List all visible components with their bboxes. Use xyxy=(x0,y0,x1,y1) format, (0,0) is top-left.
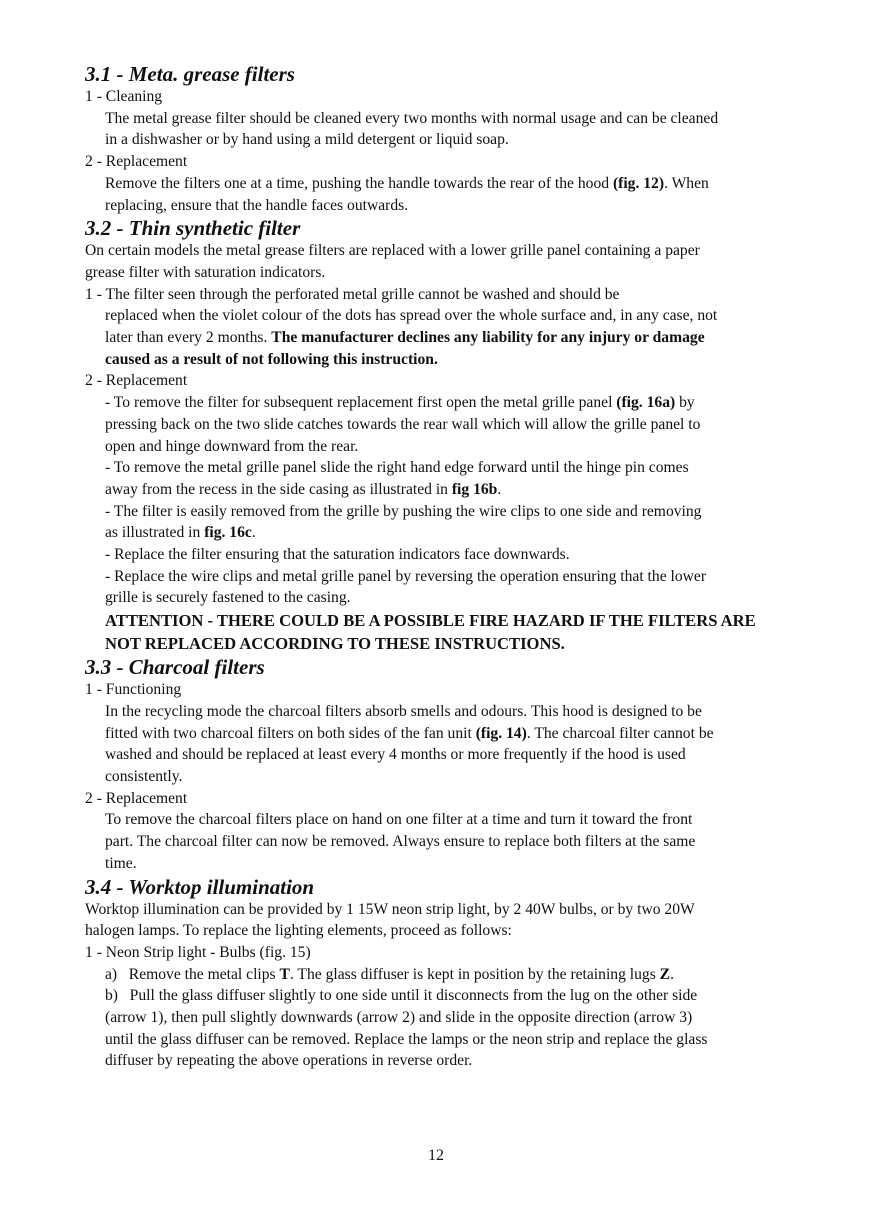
text-segment: - Replace the filter ensuring that the saturation indicators face downwards. xyxy=(105,546,570,564)
text-line xyxy=(85,501,805,523)
text-segment: part. The charcoal filter can now be removed. Always ensure to replace both filters at the same xyxy=(105,833,696,851)
text-line xyxy=(85,173,805,195)
text-segment: by xyxy=(675,394,695,412)
item-title: 2 - Replacement xyxy=(85,789,188,807)
text-line xyxy=(85,414,805,436)
text-segment: later than every 2 months. xyxy=(105,329,272,347)
text-segment: - To remove the filter for subsequent replacement first open the metal grille panel xyxy=(105,394,617,412)
text-segment: until the glass diffuser can be removed. Replace the lamps or the neon strip and replace the glass xyxy=(105,1030,708,1048)
text-segment: away from the recess in the side casing as illustrated in xyxy=(105,480,452,498)
bold-text: (fig. 16a) xyxy=(616,394,676,412)
bold-text: T xyxy=(279,965,290,983)
text-segment: replacing, ensure that the handle faces outwards. xyxy=(105,196,409,214)
text-line xyxy=(85,831,805,853)
text-line xyxy=(85,899,805,921)
text-segment: - The filter is easily removed from the grille by pushing the wire clips to one side and removing xyxy=(105,502,702,520)
text-segment: . The glass diffuser is kept in position by the retaining lugs xyxy=(289,965,660,983)
text-segment: diffuser by repeating the above operations in reverse order. xyxy=(105,1052,473,1070)
text-line xyxy=(85,457,805,479)
text-segment: . When xyxy=(664,174,709,192)
text-line xyxy=(85,964,805,986)
attention-warning: ATTENTION - THERE COULD BE A POSSIBLE FIRE HAZARD IF THE FILTERS ARE xyxy=(105,611,756,631)
text-line xyxy=(85,744,805,766)
text-line xyxy=(85,587,805,609)
text-line xyxy=(85,766,805,788)
text-line xyxy=(85,1007,805,1029)
text-segment: To remove the charcoal filters place on hand on one filter at a time and turn it toward the front xyxy=(105,811,693,829)
text-segment: grille is securely fastened to the casing. xyxy=(105,589,351,607)
text-line xyxy=(85,701,805,723)
section-heading: 3.4 - Worktop illumination xyxy=(85,874,315,899)
text-segment: grease filter with saturation indicators. xyxy=(85,263,326,281)
text-segment: halogen lamps. To replace the lighting elements, proceed as follows: xyxy=(85,922,512,940)
text-segment: Remove the filters one at a time, pushing the handle towards the rear of the hood xyxy=(105,174,613,192)
text-line xyxy=(85,1050,805,1072)
text-line xyxy=(85,809,805,831)
text-segment: (arrow 1), then pull slightly downwards (arrow 2) and slide in the opposite direction (arrow 3) xyxy=(105,1009,693,1027)
text-line xyxy=(85,723,805,745)
text-line xyxy=(85,985,805,1007)
text-segment: a) Remove the metal clips xyxy=(105,965,280,983)
text-segment: b) Pull the glass diffuser slightly to one side until it disconnects from the lug on the other side xyxy=(105,987,698,1005)
text-segment: . xyxy=(670,965,674,983)
text-line xyxy=(85,108,805,130)
text-line xyxy=(85,327,805,349)
text-line xyxy=(85,853,805,875)
text-line xyxy=(85,522,805,544)
text-line xyxy=(85,195,805,217)
text-line xyxy=(85,305,805,327)
text-line xyxy=(85,436,805,458)
text-segment: replaced when the violet colour of the dots has spread over the whole surface and, in any case, not xyxy=(105,307,718,325)
text-line xyxy=(85,566,805,588)
text-segment: fitted with two charcoal filters on both sides of the fan unit xyxy=(105,724,476,742)
text-line xyxy=(85,544,805,566)
text-segment: Worktop illumination can be provided by 1 15W neon strip light, by 2 40W bulbs, or by two 20W xyxy=(85,900,695,918)
text-line xyxy=(85,1029,805,1051)
bold-text: caused as a result of not following this instruction. xyxy=(105,350,438,368)
section-heading: 3.2 - Thin synthetic filter xyxy=(85,216,301,241)
text-segment: consistently. xyxy=(105,767,183,785)
item-title: 2 - Replacement xyxy=(85,372,188,390)
text-segment: pressing back on the two slide catches towards the rear wall which will allow the grille panel to xyxy=(105,415,701,433)
text-segment: as illustrated in xyxy=(105,524,205,542)
section xyxy=(85,216,805,655)
section-heading: 3.3 - Charcoal filters xyxy=(85,655,265,680)
text-segment: - To remove the metal grille panel slide the right hand edge forward until the hinge pin comes xyxy=(105,459,689,477)
section xyxy=(85,875,805,1073)
bold-text: fig 16b xyxy=(451,480,498,498)
text-line xyxy=(85,920,805,942)
text-line xyxy=(85,240,805,262)
text-segment: open and hinge downward from the rear. xyxy=(105,437,359,455)
bold-text: (fig. 14) xyxy=(475,724,527,742)
text-segment: . xyxy=(251,524,256,542)
item-title: 1 - Neon Strip light - Bulbs (fig. 15) xyxy=(85,943,311,961)
item-title: 2 - Replacement xyxy=(85,153,188,171)
text-segment: in a dishwasher or by hand using a mild detergent or liquid soap. xyxy=(105,131,509,149)
text-line xyxy=(85,349,805,371)
bold-text: The manufacturer declines any liability for any injury or damage xyxy=(271,329,705,347)
section xyxy=(85,62,805,216)
text-segment: - Replace the wire clips and metal grille panel by reversing the operation ensuring that the lower xyxy=(105,567,707,585)
section xyxy=(85,655,805,874)
text-segment: On certain models the metal grease filters are replaced with a lower grille panel containing a paper xyxy=(85,242,700,260)
item-title: 1 - Functioning xyxy=(85,681,182,699)
text-line xyxy=(85,262,805,284)
text-line xyxy=(85,129,805,151)
bold-text: Z xyxy=(659,965,671,983)
bold-text: fig. 16c xyxy=(204,524,252,542)
section-heading: 3.1 - Meta. grease filters xyxy=(85,62,295,86)
document-page xyxy=(85,62,805,1072)
page-number: 12 xyxy=(428,1147,444,1164)
text-segment: . xyxy=(497,480,502,498)
item-title: 1 - Cleaning xyxy=(85,88,163,105)
text-segment: The metal grease filter should be cleaned every two months with normal usage and can be cleaned xyxy=(105,109,719,127)
text-segment: In the recycling mode the charcoal filters absorb smells and odours. This hood is designed to be xyxy=(105,702,702,720)
text-segment: time. xyxy=(105,854,137,872)
item-title: 1 - The filter seen through the perforated metal grille cannot be washed and should be xyxy=(85,285,620,303)
text-line xyxy=(85,479,805,501)
text-line xyxy=(85,392,805,414)
text-segment: . The charcoal filter cannot be xyxy=(526,724,714,742)
bold-text: (fig. 12) xyxy=(612,174,665,192)
attention-warning: NOT REPLACED ACCORDING TO THESE INSTRUCTIONS. xyxy=(105,634,565,654)
text-segment: washed and should be replaced at least every 4 months or more frequently if the hood is used xyxy=(105,746,686,764)
